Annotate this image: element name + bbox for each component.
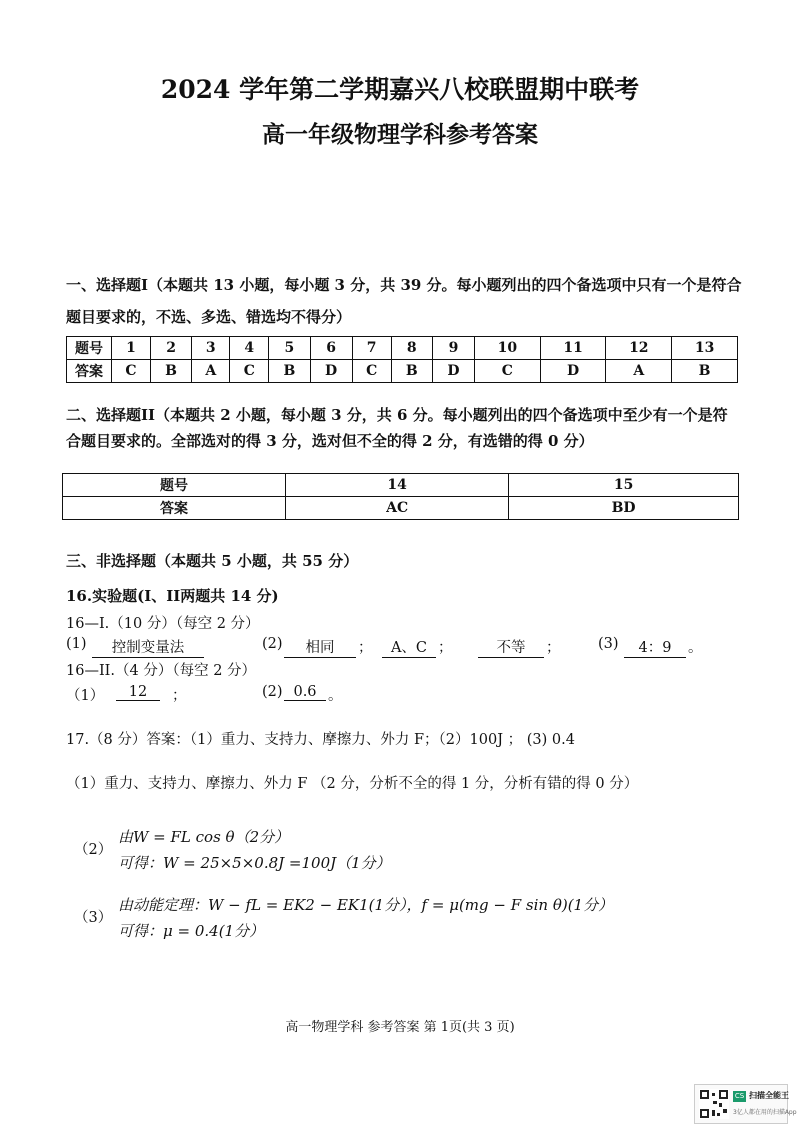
choice-table-2 <box>62 473 739 520</box>
q16-1-label: 16—I.（10 分）（每空 2 分） <box>66 616 260 632</box>
q16-1-answer-5: 4：9 <box>624 636 686 658</box>
section1-heading-line2: 题目要求的，不选、多选、错选均不得分） <box>66 308 352 326</box>
table-cell: C <box>230 360 269 383</box>
separator: ； <box>546 640 561 656</box>
row-label-answer: 答案 <box>67 360 112 383</box>
q16-2-label: 16—II.（4 分）（每空 2 分） <box>66 663 257 679</box>
period: 。 <box>688 640 703 656</box>
separator: ； <box>358 640 373 656</box>
table-cell: 13 <box>672 337 738 360</box>
table-row-answers <box>63 497 739 520</box>
table-cell: A <box>192 360 230 383</box>
q16-2-answer-2: 0.6 <box>284 684 326 701</box>
q16-1-part3-prefix: (3) <box>598 636 619 652</box>
q16-1-answer-1: 控制变量法 <box>92 636 204 658</box>
q16-1-answer-4: 不等 <box>478 636 544 658</box>
table-cell: 15 <box>509 474 739 497</box>
table-cell: 10 <box>475 337 541 360</box>
watermark-name: 扫描全能王 <box>749 1091 789 1100</box>
separator: ； <box>172 688 187 704</box>
table-cell: D <box>310 360 352 383</box>
table-row-answers <box>67 360 738 383</box>
table-cell: 8 <box>391 337 432 360</box>
cs-badge: CS <box>734 1092 745 1100</box>
table-cell: B <box>151 360 192 383</box>
table-cell: A <box>606 360 672 383</box>
table-cell: C <box>112 360 151 383</box>
separator: ； <box>438 640 453 656</box>
table-cell: D <box>540 360 606 383</box>
section2-heading-line1: 二、选择题II（本题共 2 小题，每小题 3 分，共 6 分。每小题列出的四个备选项中至少有一个是符 <box>66 406 728 424</box>
q17-part2-label: （2） <box>74 842 113 858</box>
q17-part2-result: 可得：W = 25×5×0.8J =100J（1分） <box>118 854 391 872</box>
row-label-answer: 答案 <box>63 497 286 520</box>
row-label-question: 题号 <box>67 337 112 360</box>
table-cell: 2 <box>151 337 192 360</box>
section2-heading-line2: 合题目要求的。全部选对的得 3 分，选对但不全的得 2 分，有选错的得 0 分） <box>66 432 594 450</box>
q17-part3-formula: 由动能定理：W − fL = EK2 − EK1(1分），f = μ(mg − F sin θ)(1分） <box>118 896 614 914</box>
q17-summary: 17.（8 分）答案：（1）重力、支持力、摩擦力、外力 F；（2）100J ； (3) 0.4 <box>66 732 575 748</box>
table-row-numbers <box>67 337 738 360</box>
q17-part3-label: （3） <box>74 910 113 926</box>
q16-2-answer-1: 12 <box>116 684 160 701</box>
table-cell: C <box>475 360 541 383</box>
q16-1-answer-2: 相同 <box>284 636 356 658</box>
page-footer: 高一物理学科 参考答案 第 1页(共 3 页) <box>285 1020 515 1035</box>
choice-table-1 <box>66 336 738 383</box>
q16-heading: 16.实验题(I、II两题共 14 分) <box>66 587 279 605</box>
table-cell: 6 <box>310 337 352 360</box>
table-cell: B <box>672 360 738 383</box>
scanner-watermark <box>694 1084 797 1124</box>
table-cell: 11 <box>540 337 606 360</box>
table-cell: 5 <box>269 337 310 360</box>
table-cell: 7 <box>352 337 391 360</box>
q16-1-part1-prefix: (1) <box>66 636 87 652</box>
table-cell: AC <box>286 497 509 520</box>
table-row-numbers <box>63 474 739 497</box>
table-cell: C <box>352 360 391 383</box>
table-cell: B <box>391 360 432 383</box>
watermark-tagline: 3亿人都在用的扫描App <box>733 1109 797 1116</box>
table-cell: BD <box>509 497 739 520</box>
table-cell: 1 <box>112 337 151 360</box>
q17-part1: （1）重力、支持力、摩擦力、外力 F （2 分，分析不全的得 1 分，分析有错的得 0 分） <box>66 776 639 792</box>
q17-part2-formula: 由W = FL cos θ（2分） <box>118 828 290 846</box>
section1-heading-line1: 一、选择题I（本题共 13 小题，每小题 3 分，共 39 分。每小题列出的四个备选项中只有一个是符合 <box>66 276 742 294</box>
page-title: 2024 学年第二学期嘉兴八校联盟期中联考 <box>160 75 640 104</box>
table-cell: 9 <box>432 337 474 360</box>
q16-2-part1-prefix: （1） <box>66 688 105 704</box>
table-cell: B <box>269 360 310 383</box>
section3-heading: 三、非选择题（本题共 5 小题，共 55 分） <box>66 552 359 570</box>
table-cell: 14 <box>286 474 509 497</box>
table-cell: 4 <box>230 337 269 360</box>
q16-2-part2-prefix: (2) <box>262 684 283 700</box>
table-cell: D <box>432 360 474 383</box>
row-label-question: 题号 <box>63 474 286 497</box>
page-subtitle: 高一年级物理学科参考答案 <box>262 121 538 148</box>
period: 。 <box>328 688 343 704</box>
q17-part3-result: 可得：μ = 0.4(1分） <box>118 922 265 940</box>
q16-1-part2-prefix: (2) <box>262 636 283 652</box>
table-cell: 3 <box>192 337 230 360</box>
qr-code-icon <box>699 1089 729 1119</box>
q16-1-answer-3: A、C <box>382 636 436 658</box>
table-cell: 12 <box>606 337 672 360</box>
